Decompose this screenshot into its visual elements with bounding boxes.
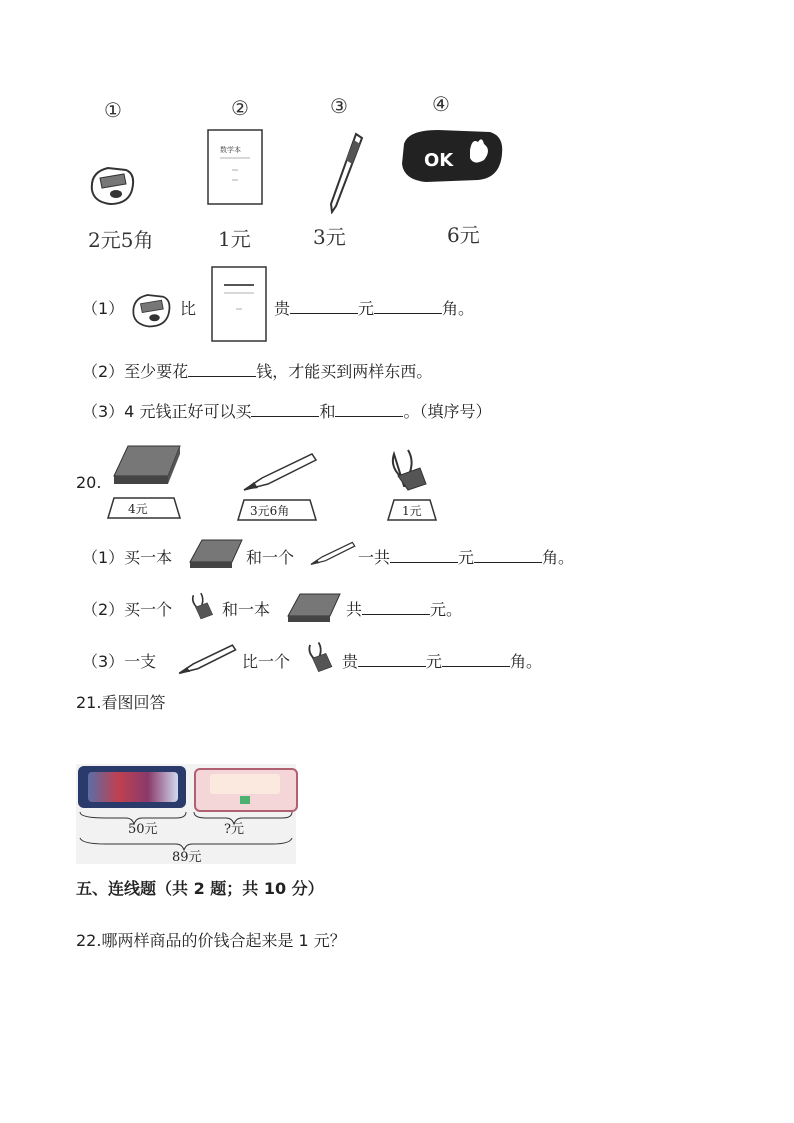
answer-blank[interactable]: [290, 299, 358, 314]
q20-p1-and: 和一个: [246, 548, 295, 567]
q19-p3-line: [82, 399, 491, 422]
q21-label: 21.看图回答: [76, 693, 166, 712]
q19-p3-suffix: 。（填序号）: [403, 402, 492, 421]
pencil-box-right-icon: [194, 768, 298, 812]
q20-p2-line: [346, 597, 462, 620]
q20-p1-yuan: 元: [458, 548, 475, 567]
q20-label: 20.: [76, 473, 102, 492]
answer-blank[interactable]: [374, 299, 442, 314]
answer-blank[interactable]: [335, 402, 403, 417]
item-3-price: 3元: [313, 225, 346, 249]
q19-p1-compare: 比: [180, 299, 197, 318]
answer-blank[interactable]: [188, 362, 256, 377]
fountain-pen-icon: [236, 450, 318, 522]
binder-clip-icon: [384, 446, 440, 522]
pencil-sharpener-icon: [86, 160, 138, 208]
binder-clip-icon: [188, 588, 218, 624]
item-2-number: ②: [231, 96, 249, 120]
q19-p2-prefix: （2）至少要花: [82, 362, 189, 381]
pencil-box-left-icon: [78, 766, 186, 808]
q19-p2-suffix: 钱，才能买到两样东西。: [256, 362, 433, 381]
q20-p2-prefix: （2）买一个: [82, 600, 173, 619]
q20-p3-yuan: 元: [426, 652, 443, 671]
answer-blank[interactable]: [474, 548, 542, 563]
q22-text: 22.哪两样商品的价钱合起来是 1 元？: [76, 931, 346, 950]
answer-blank[interactable]: [390, 548, 458, 563]
item-1-price: 2元5角: [88, 228, 154, 252]
q20-p3-expensive: 贵: [342, 652, 359, 671]
notebook-stack-icon: [104, 440, 184, 520]
notebook-cover-title: 数学本: [220, 146, 241, 154]
q20-p3-jiao: 角。: [510, 652, 543, 671]
pencil-sharpener-icon: [127, 288, 175, 330]
item-3-number: ③: [330, 94, 348, 118]
q20-p1-total: 一共: [358, 548, 391, 567]
answer-blank[interactable]: [442, 652, 510, 667]
answer-blank[interactable]: [358, 652, 426, 667]
q19-p1-expensive: 贵: [274, 299, 291, 318]
q20-p1-prefix: （1）买一本: [82, 548, 173, 567]
item-4-price: 6元: [447, 223, 480, 247]
notebook-stack-icon: [188, 536, 244, 572]
q19-p2-line: [82, 359, 432, 382]
pencil-case-text: OK: [424, 150, 454, 171]
q19-p3-and: 和: [319, 402, 336, 421]
q21-figure: [76, 764, 296, 864]
notebook-icon: [210, 265, 268, 343]
q20-p2-total: 共: [346, 600, 363, 619]
left-price-label: 50元: [128, 822, 158, 837]
q19-p1-yuan: 元: [358, 299, 375, 318]
right-price-label: ?元: [224, 822, 244, 837]
section-title: 五、连线题（共 2 题；共 10 分）: [76, 879, 324, 898]
q20-p3-prefix: （3）一支: [82, 652, 157, 671]
total-price-label: 89元: [172, 850, 202, 865]
answer-blank[interactable]: [251, 402, 319, 417]
q20-p2-and: 和一本: [222, 600, 271, 619]
q19-p3-prefix: （3）4 元钱正好可以买: [82, 402, 252, 421]
q20-p1-jiao: 角。: [542, 548, 575, 567]
item-1-number: ①: [104, 98, 122, 122]
item-4-number: ④: [432, 92, 450, 116]
price-tag-text: 4元: [128, 502, 148, 516]
q19-p1-line: [274, 296, 474, 319]
fountain-pen-icon: [172, 642, 238, 678]
q20-p3-line: [342, 649, 542, 672]
binder-clip-icon: [304, 638, 338, 676]
pen-icon: [326, 132, 366, 214]
q19-p1-prefix: （1）: [82, 299, 125, 318]
q20-p2-yuan: 元。: [430, 600, 463, 619]
q20-p3-compare: 比一个: [242, 652, 291, 671]
answer-blank[interactable]: [362, 600, 430, 615]
fountain-pen-icon: [306, 540, 356, 568]
notebook-icon: [206, 128, 264, 206]
item-2-price: 1元: [218, 227, 251, 251]
pencil-case-icon: [398, 124, 508, 188]
q20-p1-line: [358, 545, 574, 568]
price-tag-text: 1元: [402, 504, 422, 518]
price-tag-text: 3元6角: [250, 504, 290, 518]
notebook-stack-icon: [286, 590, 342, 626]
q19-p1-jiao: 角。: [442, 299, 475, 318]
